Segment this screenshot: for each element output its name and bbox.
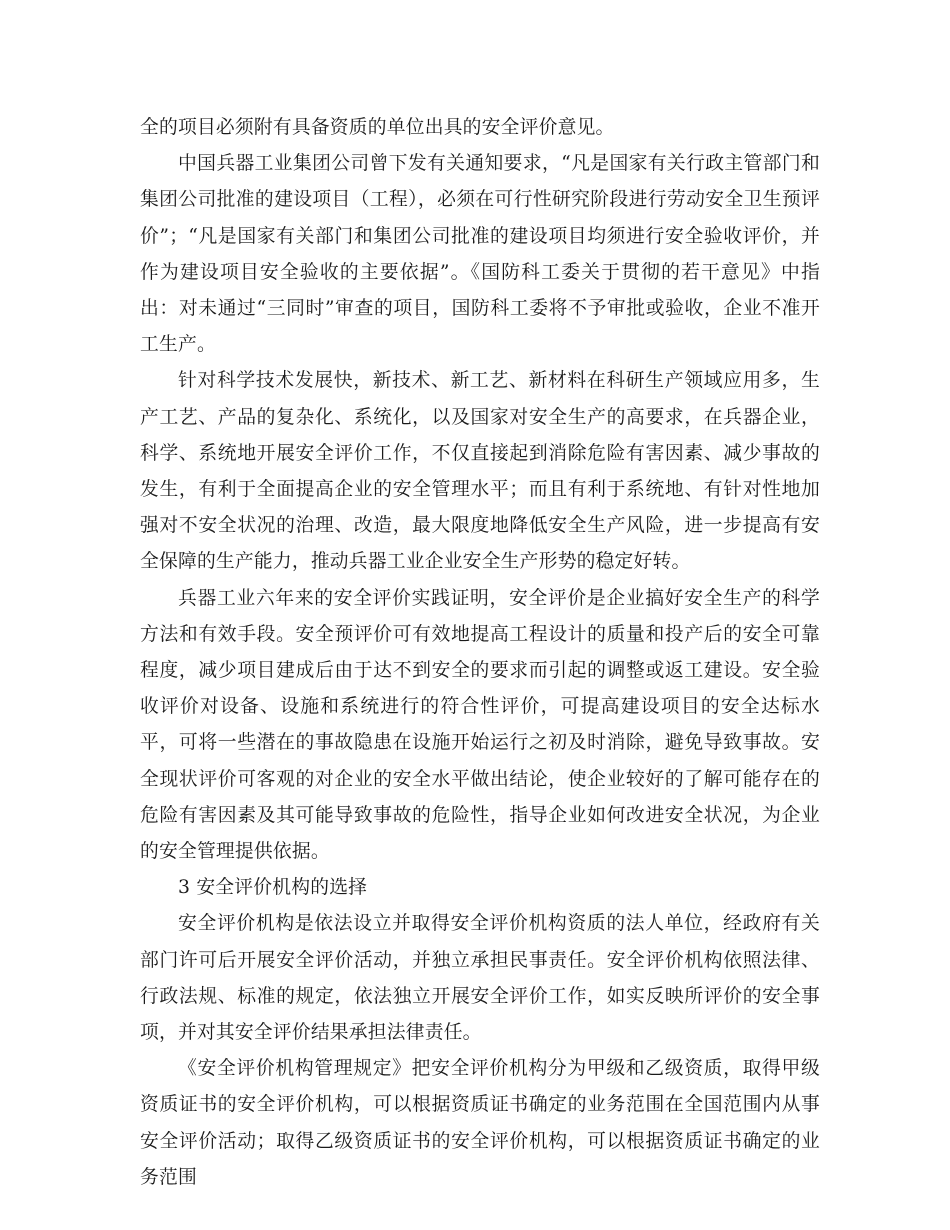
paragraph-agency-definition: 安全评价机构是依法设立并取得安全评价机构资质的法人单位，经政府有关部门许可后开展安全评价活动，并独立承担民事责任。安全评价机构依照法律、行政法规、标准的规定，依法独立开展安全评价工作，如实反映所评价的安全事项，并对其安全评价结果承担法律责任。 <box>140 913 820 1044</box>
paragraph-notice-requirements: 中国兵器工业集团公司曾下发有关通知要求，“凡是国家有关行政主管部门和集团公司批准的建设项目（工程），必须在可行性研究阶段进行劳动安全卫生预评价”；“凡是国家有关部门和集团公司批准的建设项目均须进行安全验收评价，并作为建设项目安全验收的主要依据”。《国防科工委关于贯彻的若干意见》中指出：对未通过“三同时”审查的项目，国防科工委将不予审批或验收，企业不准开工生产。 <box>140 153 820 356</box>
section-heading: 3 安全评价机构的选择 <box>178 877 368 899</box>
paragraph-practice-proof: 兵器工业六年来的安全评价实践证明，安全评价是企业搞好安全生产的科学方法和有效手段。安全预评价可有效地提高工程设计的质量和投产后的安全可靠程度，减少项目建成后由于达不到安全的要求而引起的调整或返工建设。安全验收评价对设备、设施和系统进行的符合性评价，可提高建设项目的安全达标水平，可将一些潜在的事故隐患在设施开始运行之初及时消除，避免导致事故。安全现状评价可客观的对企业的安全水平做出结论，使企业较好的了解可能存在的危险有害因素及其可能导致事故的危险性，指导企业如何改进安全状况，为企业的安全管理提供依据。 <box>140 587 820 863</box>
paragraph-continuation: 全的项目必须附有具备资质的单位出具的安全评价意见。 <box>140 117 615 138</box>
document-body <box>140 110 820 1196</box>
paragraph-agency-regulation: 《安全评价机构管理规定》把安全评价机构分为甲级和乙级资质，取得甲级资质证书的安全评价机构，可以根据资质证书确定的业务范围在全国范围内从事安全评价活动；取得乙级资质证书的安全评价机构，可以根据资质证书确定的业务范围 <box>140 1058 820 1188</box>
paragraph-tech-development: 针对科学技术发展快，新技术、新工艺、新材料在科研生产领域应用多，生产工艺、产品的复杂化、系统化，以及国家对安全生产的高要求，在兵器企业，科学、系统地开展安全评价工作，不仅直接起到消除危险有害因素、减少事故的发生，有利于全面提高企业的安全管理水平；而且有利于系统地、有针对性地加强对不安全状况的治理、改造，最大限度地降低安全生产风险，进一步提高有安全保障的生产能力，推动兵器工业企业安全生产形势的稳定好转。 <box>140 370 820 573</box>
